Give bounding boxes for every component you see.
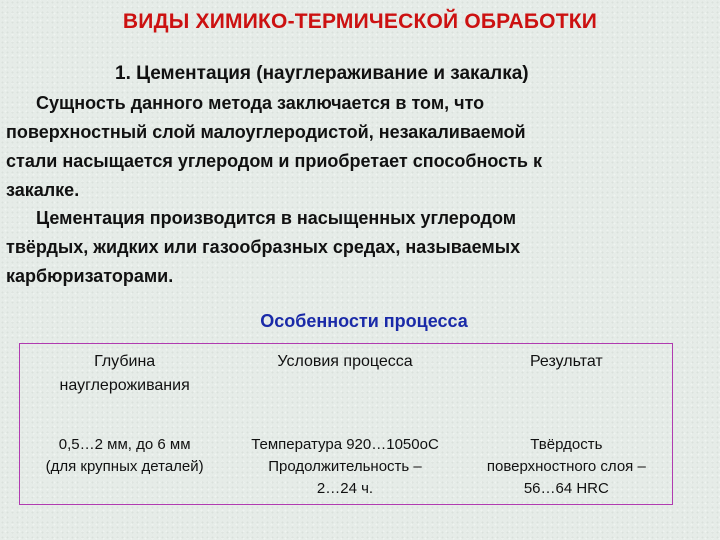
paragraph-line: Сущность данного метода заключается в том, что xyxy=(36,93,485,113)
paragraph-line: карбюризаторами. xyxy=(6,266,174,286)
header-depth xyxy=(20,344,230,421)
table-row xyxy=(20,420,673,505)
slide-title: ВИДЫ ХИМИКО-ТЕРМИЧЕСКОЙ ОБРАБОТКИ xyxy=(122,10,598,33)
header-text: науглероживания xyxy=(59,377,190,394)
paragraph-line: закалке. xyxy=(6,180,80,200)
paragraph-essence xyxy=(6,89,714,205)
cell-conditions xyxy=(229,420,460,505)
paragraph-line: поверхностный слой малоуглеродистой, незакаливаемой xyxy=(6,122,526,142)
cell-text: поверхностного слоя – xyxy=(486,458,646,475)
cell-text: 2…24 ч. xyxy=(316,480,374,497)
paragraph-media xyxy=(6,204,714,291)
header-conditions xyxy=(229,344,460,421)
header-text: Глубина xyxy=(94,353,156,370)
cell-result xyxy=(461,420,673,505)
features-table xyxy=(19,343,673,505)
header-result xyxy=(461,344,673,421)
paragraph-line: стали насыщается углеродом и приобретает способность к xyxy=(6,151,543,171)
cell-text: Твёрдость xyxy=(530,436,603,453)
cell-text: Продолжительность – xyxy=(268,458,422,475)
header-text: Условия процесса xyxy=(277,353,413,370)
header-text: Результат xyxy=(529,353,603,370)
cell-depth xyxy=(20,420,230,505)
cell-text: 0,5…2 мм, до 6 мм xyxy=(58,436,191,453)
cell-text: 56…64 HRC xyxy=(523,480,609,497)
features-title: Особенности процесса xyxy=(260,311,468,331)
paragraph-line: твёрдых, жидких или газообразных средах, называемых xyxy=(6,237,521,257)
cell-text: Температура 920…1050оС xyxy=(251,436,439,453)
cell-text: (для крупных деталей) xyxy=(45,458,204,475)
table-header-row xyxy=(20,344,673,421)
section-heading: 1. Цементация (науглераживание и закалка) xyxy=(115,63,529,84)
paragraph-line: Цементация производится в насыщенных углеродом xyxy=(36,208,517,228)
